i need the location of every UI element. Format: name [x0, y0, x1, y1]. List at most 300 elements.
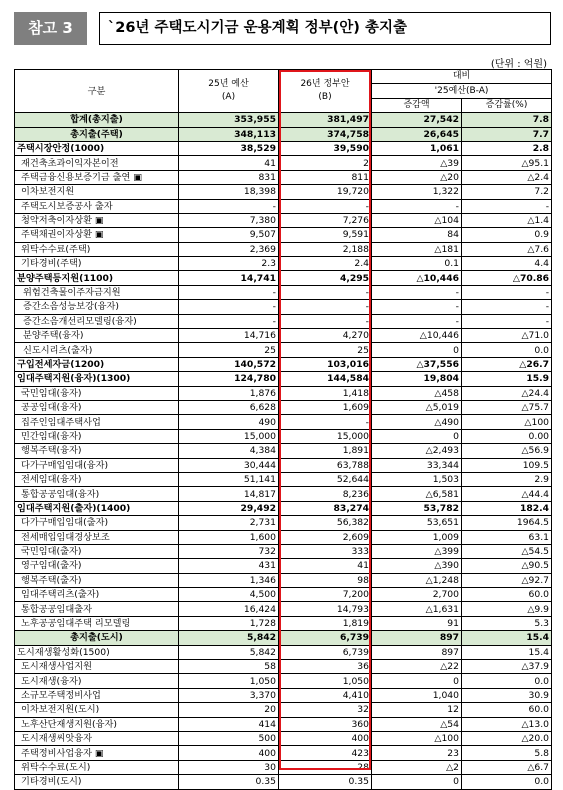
table-row	[15, 343, 552, 357]
value-2026: -	[279, 300, 372, 314]
change-rate: 182.4	[462, 501, 552, 515]
change-rate: △90.5	[462, 559, 552, 573]
change-amount: 1,061	[372, 141, 462, 155]
row-label: 임대주택리츠(출자)	[15, 588, 179, 602]
row-label: 행복주택(출자)	[15, 573, 179, 587]
table-row	[15, 400, 552, 414]
change-rate: 4.4	[462, 257, 552, 271]
value-2026: 36	[279, 660, 372, 674]
table-row	[15, 703, 552, 717]
row-label: 임대주택지원(출자)(1400)	[15, 501, 179, 515]
row-label: 다가구매입임대(융자)	[15, 458, 179, 472]
row-label: 도시재생사업지원	[15, 660, 179, 674]
row-label: 주택정비사업융자 ▣	[15, 746, 179, 760]
table-row	[15, 746, 552, 760]
value-2026: 15,000	[279, 429, 372, 443]
value-2026: 83,274	[279, 501, 372, 515]
value-2026: -	[279, 415, 372, 429]
change-rate: △7.6	[462, 242, 552, 256]
value-2025: 29,492	[179, 501, 279, 515]
value-2025: 20	[179, 703, 279, 717]
table-row	[15, 185, 552, 199]
table-row	[15, 271, 552, 285]
row-label: 도시재생활성화(1500)	[15, 645, 179, 659]
value-2025: 414	[179, 717, 279, 731]
change-amount: 12	[372, 703, 462, 717]
change-amount: △1,248	[372, 573, 462, 587]
change-amount: △100	[372, 731, 462, 745]
change-amount: 53,651	[372, 516, 462, 530]
table-row	[15, 458, 552, 472]
value-2025: 14,716	[179, 329, 279, 343]
value-2025: 2,731	[179, 516, 279, 530]
change-rate: 60.0	[462, 703, 552, 717]
row-label: 노후산단재생지원(융자)	[15, 717, 179, 731]
change-rate: 30.9	[462, 688, 552, 702]
value-2026: 6,739	[279, 631, 372, 645]
change-rate: △54.5	[462, 544, 552, 558]
change-rate: △56.9	[462, 444, 552, 458]
row-label: 주택금융신용보증기금 출연 ▣	[15, 170, 179, 184]
row-label: 민간임대(융자)	[15, 429, 179, 443]
change-amount: △10,446	[372, 271, 462, 285]
table-row	[15, 487, 552, 501]
row-label: 구입전세자금(1200)	[15, 357, 179, 371]
row-label: 집주인임대주택사업	[15, 415, 179, 429]
table-row	[15, 602, 552, 616]
value-2025: 7,380	[179, 213, 279, 227]
table-row	[15, 645, 552, 659]
change-amount: 33,344	[372, 458, 462, 472]
table-row	[15, 329, 552, 343]
table-row	[15, 300, 552, 314]
change-rate: △9.9	[462, 602, 552, 616]
change-amount: △54	[372, 717, 462, 731]
row-label: 이차보전지원	[15, 185, 179, 199]
value-2026: 32	[279, 703, 372, 717]
change-rate: 0.0	[462, 775, 552, 789]
value-2025: 14,741	[179, 271, 279, 285]
header-row-1	[15, 70, 552, 84]
change-amount: 897	[372, 645, 462, 659]
row-label: 공공임대(융자)	[15, 400, 179, 414]
table-row	[15, 314, 552, 328]
change-amount: 91	[372, 616, 462, 630]
change-amount: △2	[372, 760, 462, 774]
table-row	[15, 559, 552, 573]
change-rate: -	[462, 285, 552, 299]
value-2025: 348,113	[179, 127, 279, 141]
value-2026: 360	[279, 717, 372, 731]
change-rate: 5.8	[462, 746, 552, 760]
change-amount: 2,700	[372, 588, 462, 602]
table-row	[15, 444, 552, 458]
col-compare-sub: '25예산(B-A)	[372, 84, 552, 98]
change-rate: △13.0	[462, 717, 552, 731]
value-2025: 9,507	[179, 228, 279, 242]
change-amount: 1,040	[372, 688, 462, 702]
value-2025: 41	[179, 156, 279, 170]
value-2025: 18,398	[179, 185, 279, 199]
row-label: 행복주택(융자)	[15, 444, 179, 458]
value-2025: 1,600	[179, 530, 279, 544]
value-2026: 374,758	[279, 127, 372, 141]
value-2025: -	[179, 199, 279, 213]
change-amount: △181	[372, 242, 462, 256]
change-amount: △20	[372, 170, 462, 184]
value-2025: 6,628	[179, 400, 279, 414]
col-2025-budget-sub: (A)	[221, 92, 236, 103]
table-row	[15, 544, 552, 558]
change-amount: -	[372, 199, 462, 213]
value-2025: 124,780	[179, 372, 279, 386]
value-2026: 381,497	[279, 113, 372, 127]
table-row	[15, 616, 552, 630]
value-2025: 500	[179, 731, 279, 745]
table-row	[15, 760, 552, 774]
value-2026: 4,295	[279, 271, 372, 285]
change-amount: △490	[372, 415, 462, 429]
table-row	[15, 731, 552, 745]
table-row	[15, 429, 552, 443]
value-2025: 30,444	[179, 458, 279, 472]
value-2026: 144,584	[279, 372, 372, 386]
row-label: 주택채권이자상환 ▣	[15, 228, 179, 242]
change-amount: -	[372, 300, 462, 314]
value-2025: 38,529	[179, 141, 279, 155]
table-row	[15, 674, 552, 688]
table-row	[15, 688, 552, 702]
value-2026: 1,891	[279, 444, 372, 458]
row-label: 임대주택지원(융자)(1300)	[15, 372, 179, 386]
budget-table	[14, 69, 552, 790]
value-2026: 56,382	[279, 516, 372, 530]
value-2026: 19,720	[279, 185, 372, 199]
row-label: 국민임대(출자)	[15, 544, 179, 558]
change-rate: 15.9	[462, 372, 552, 386]
value-2026: 8,236	[279, 487, 372, 501]
change-rate: △95.1	[462, 156, 552, 170]
value-2026: 0.35	[279, 775, 372, 789]
change-amount: -	[372, 314, 462, 328]
row-label: 기타경비(주택)	[15, 257, 179, 271]
value-2026: 423	[279, 746, 372, 760]
table-row	[15, 257, 552, 271]
change-rate: △6.7	[462, 760, 552, 774]
change-rate: △70.86	[462, 271, 552, 285]
value-2026: 333	[279, 544, 372, 558]
change-rate: 0.00	[462, 429, 552, 443]
change-rate: △71.0	[462, 329, 552, 343]
row-label: 위험건축물이주자금지원	[15, 285, 179, 299]
unit-note: (단위 : 억원)	[490, 59, 547, 70]
header-bar	[14, 12, 551, 45]
value-2026: 14,793	[279, 602, 372, 616]
value-2025: 1,876	[179, 386, 279, 400]
table-row	[15, 386, 552, 400]
change-amount: 897	[372, 631, 462, 645]
value-2026: 1,819	[279, 616, 372, 630]
table-row	[15, 415, 552, 429]
row-label: 합계(총지출)	[15, 113, 179, 127]
value-2026: 1,609	[279, 400, 372, 414]
page-title: `26년 주택도시기금 운용계획 정부(안) 총지출	[99, 12, 551, 45]
change-amount: △22	[372, 660, 462, 674]
table-row	[15, 588, 552, 602]
row-label: 노후공공임대주택 리모델링	[15, 616, 179, 630]
value-2025: 51,141	[179, 472, 279, 486]
row-label: 이차보전지원(도시)	[15, 703, 179, 717]
col-change-amount: 증감액	[372, 98, 462, 112]
table-row	[15, 199, 552, 213]
change-amount: 23	[372, 746, 462, 760]
change-amount: 53,782	[372, 501, 462, 515]
change-amount: △5,019	[372, 400, 462, 414]
value-2025: 732	[179, 544, 279, 558]
change-amount: △37,556	[372, 357, 462, 371]
col-2026-proposal	[279, 70, 372, 113]
col-2025-budget	[179, 70, 279, 113]
row-label: 재건축초과이익자본이전	[15, 156, 179, 170]
value-2025: 5,842	[179, 645, 279, 659]
value-2025: 831	[179, 170, 279, 184]
value-2026: -	[279, 314, 372, 328]
change-rate: 1964.5	[462, 516, 552, 530]
value-2026: 1,050	[279, 674, 372, 688]
value-2025: 490	[179, 415, 279, 429]
row-label: 도시재생씨앗융자	[15, 731, 179, 745]
change-rate: 7.2	[462, 185, 552, 199]
value-2025: 15,000	[179, 429, 279, 443]
value-2026: 28	[279, 760, 372, 774]
value-2026: 1,418	[279, 386, 372, 400]
table-row	[15, 242, 552, 256]
row-label: 위탁수수료(도시)	[15, 760, 179, 774]
change-amount: 19,804	[372, 372, 462, 386]
table-row	[15, 285, 552, 299]
change-amount: △10,446	[372, 329, 462, 343]
table-row	[15, 516, 552, 530]
col-compare: 대비	[372, 70, 552, 84]
value-2026: -	[279, 285, 372, 299]
row-label: 총지출(주택)	[15, 127, 179, 141]
change-amount: △1,631	[372, 602, 462, 616]
value-2025: 5,842	[179, 631, 279, 645]
value-2026: 25	[279, 343, 372, 357]
change-amount: 1,009	[372, 530, 462, 544]
row-label: 영구임대(출자)	[15, 559, 179, 573]
row-label: 증간소음성능보강(융자)	[15, 300, 179, 314]
table-body	[15, 113, 552, 789]
row-label: 총지출(도시)	[15, 631, 179, 645]
row-label: 주택시장안정(1000)	[15, 141, 179, 155]
change-rate: 15.4	[462, 645, 552, 659]
change-amount: 0	[372, 429, 462, 443]
change-rate: -	[462, 300, 552, 314]
value-2026: 4,270	[279, 329, 372, 343]
change-rate: △44.4	[462, 487, 552, 501]
table-row	[15, 213, 552, 227]
change-amount: 0	[372, 775, 462, 789]
value-2025: 140,572	[179, 357, 279, 371]
reference-badge: 참고 3	[14, 12, 87, 45]
change-amount: 0	[372, 343, 462, 357]
value-2026: 39,590	[279, 141, 372, 155]
value-2025: -	[179, 300, 279, 314]
change-rate: 5.3	[462, 616, 552, 630]
value-2025: -	[179, 314, 279, 328]
row-label: 소규모주택정비사업	[15, 688, 179, 702]
table-row	[15, 501, 552, 515]
value-2025: 2,369	[179, 242, 279, 256]
value-2025: 1,050	[179, 674, 279, 688]
change-amount: 0	[372, 674, 462, 688]
row-label: 통합공공임대출자	[15, 602, 179, 616]
value-2025: 4,384	[179, 444, 279, 458]
change-rate: 63.1	[462, 530, 552, 544]
change-rate: △92.7	[462, 573, 552, 587]
value-2025: 2.3	[179, 257, 279, 271]
change-rate: 2.8	[462, 141, 552, 155]
change-rate: △24.4	[462, 386, 552, 400]
change-amount: 27,542	[372, 113, 462, 127]
value-2025: 353,955	[179, 113, 279, 127]
value-2026: 9,591	[279, 228, 372, 242]
value-2026: 6,739	[279, 645, 372, 659]
value-2026: 103,016	[279, 357, 372, 371]
col-2025-budget-label: 25년 예산	[208, 79, 249, 90]
value-2026: 7,200	[279, 588, 372, 602]
table-row	[15, 660, 552, 674]
row-label: 신도시리츠(출자)	[15, 343, 179, 357]
change-amount: 1,322	[372, 185, 462, 199]
value-2025: 14,817	[179, 487, 279, 501]
value-2026: 4,410	[279, 688, 372, 702]
table-row	[15, 775, 552, 789]
table-row	[15, 472, 552, 486]
change-rate: -	[462, 199, 552, 213]
value-2025: 30	[179, 760, 279, 774]
change-rate: △2.4	[462, 170, 552, 184]
row-label: 도시재생(융자)	[15, 674, 179, 688]
row-label: 다가구매입임대(출자)	[15, 516, 179, 530]
table-row	[15, 357, 552, 371]
table-row	[15, 372, 552, 386]
value-2026: -	[279, 199, 372, 213]
table-row	[15, 573, 552, 587]
row-label: 분양주택(융자)	[15, 329, 179, 343]
change-amount: △458	[372, 386, 462, 400]
row-label: 전세임대(융자)	[15, 472, 179, 486]
change-rate: △26.7	[462, 357, 552, 371]
col-category: 구분	[15, 70, 179, 113]
value-2026: 811	[279, 170, 372, 184]
row-label: 위탁수수료(주택)	[15, 242, 179, 256]
value-2026: 400	[279, 731, 372, 745]
row-label: 전세매입임대경상보조	[15, 530, 179, 544]
row-label: 분양주택등지원(1100)	[15, 271, 179, 285]
change-rate: -	[462, 314, 552, 328]
change-rate: 7.7	[462, 127, 552, 141]
change-amount: 84	[372, 228, 462, 242]
change-rate: △37.9	[462, 660, 552, 674]
value-2026: 98	[279, 573, 372, 587]
change-amount: 26,645	[372, 127, 462, 141]
table-row	[15, 113, 552, 127]
change-rate: 15.4	[462, 631, 552, 645]
change-amount: △390	[372, 559, 462, 573]
table-row	[15, 228, 552, 242]
col-2026-proposal-label: 26년 정부안	[300, 79, 350, 90]
change-rate: 0.0	[462, 343, 552, 357]
row-label: 주택도시보증공사 출자	[15, 199, 179, 213]
value-2026: 41	[279, 559, 372, 573]
table-row	[15, 717, 552, 731]
value-2025: 3,370	[179, 688, 279, 702]
row-label: 통합공공임대(융자)	[15, 487, 179, 501]
change-amount: △39	[372, 156, 462, 170]
table-row	[15, 631, 552, 645]
change-rate: 7.8	[462, 113, 552, 127]
change-amount: 0.1	[372, 257, 462, 271]
change-rate: △1.4	[462, 213, 552, 227]
change-rate: △75.7	[462, 400, 552, 414]
value-2025: 1,346	[179, 573, 279, 587]
table-row	[15, 127, 552, 141]
change-amount: △399	[372, 544, 462, 558]
value-2026: 52,644	[279, 472, 372, 486]
value-2025: 400	[179, 746, 279, 760]
value-2026: 2.4	[279, 257, 372, 271]
value-2026: 2	[279, 156, 372, 170]
row-label: 국민임대(융자)	[15, 386, 179, 400]
value-2025: 58	[179, 660, 279, 674]
table-row	[15, 156, 552, 170]
value-2025: 431	[179, 559, 279, 573]
value-2025: 25	[179, 343, 279, 357]
change-amount: △104	[372, 213, 462, 227]
value-2026: 2,609	[279, 530, 372, 544]
change-rate: 0.9	[462, 228, 552, 242]
value-2025: 16,424	[179, 602, 279, 616]
table-row	[15, 141, 552, 155]
value-2025: 0.35	[179, 775, 279, 789]
col-change-rate: 증감률(%)	[462, 98, 552, 112]
col-2026-proposal-sub: (B)	[318, 92, 332, 103]
value-2026: 2,188	[279, 242, 372, 256]
row-label: 증간소음개선리모델링(융자)	[15, 314, 179, 328]
value-2026: 63,788	[279, 458, 372, 472]
value-2026: 7,276	[279, 213, 372, 227]
change-rate: 109.5	[462, 458, 552, 472]
value-2025: 1,728	[179, 616, 279, 630]
change-amount: 1,503	[372, 472, 462, 486]
change-rate: 0.0	[462, 674, 552, 688]
table-row	[15, 530, 552, 544]
row-label: 청약저축이자상환 ▣	[15, 213, 179, 227]
change-rate: △100	[462, 415, 552, 429]
change-rate: 2.9	[462, 472, 552, 486]
change-amount: -	[372, 285, 462, 299]
value-2025: 4,500	[179, 588, 279, 602]
change-rate: △20.0	[462, 731, 552, 745]
value-2025: -	[179, 285, 279, 299]
change-amount: △2,493	[372, 444, 462, 458]
row-label: 기타경비(도시)	[15, 775, 179, 789]
change-rate: 60.0	[462, 588, 552, 602]
table-row	[15, 170, 552, 184]
change-amount: △6,581	[372, 487, 462, 501]
